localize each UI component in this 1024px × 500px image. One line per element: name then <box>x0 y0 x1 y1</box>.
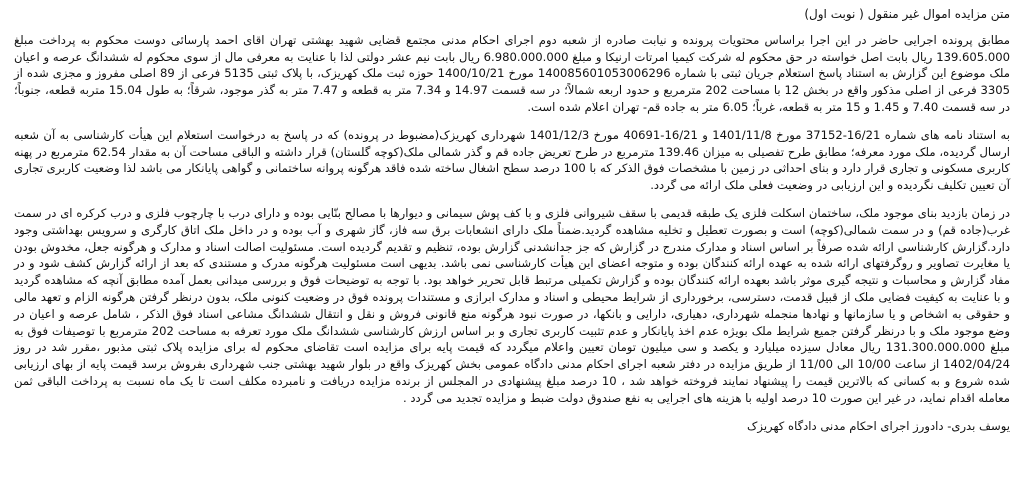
paragraph-municipality-letters: به استناد نامه های شماره 16/21-37152 مورخ 1401/11/8 و 16/21-40691 مورخ 1401/12/3 شهرداری کهریزک(مضبوط در پرونده) که در پاسخ به درخواست استعلام این هیأت کارشناسی به آن شعبه ارسال گردیده، ملک مورد معرفه؛ مطابق طرح تفصیلی به میزان 139.46 مترمربع در طرح تعریض جاده قم و گذر شمالی ملک(کوچه گلستان) قرار داشته و الباقی مساحت آن به مقدار 62.54 مترمربع در پهنه کاربری مسکونی و تجاری قرار دارد و بنای احداثی در زمین با مشخصات فوق الذکر که با 100 درصد سطح اشغال ساخته شده فاقد هرگونه پروانه ساختمانی و گواهی پایانکار می باشد لذا وضعیت کاربری تجاری آن تعیین تکلیف نگردیده و این ارزیابی در وضعیت فعلی ملک ارائه می گردد. <box>14 127 1010 193</box>
paragraph-case-description: مطابق پرونده اجرایی حاضر در این اجرا براساس محتویات پرونده و نیابت صادره از شعبه دوم اجرای احکام مدنی مجتمع قضایی شهید بهشتی تهران اقای احمد پارسائی دوست محکوم به پرداخت مبلغ 139.605.000 ریال بابت اصل خواسته در حق محکوم له شرکت کیمیا امرتات ارنیکا و مبلغ 6.980.000.000 ریال بابت نیم عشر دولتی لذا با عنایت به معرفی مال از سوی محکوم له ششدانگ عرصه و اعیان ملک موضوع این گزارش به استناد پاسخ استعلام جریان ثبتی با شماره 140085601053006296 مورخ 1400/10/21 حوزه ثبت ملک کهریزک، با پلاک ثبتی 5135 فرعی از 89 اصلی مفروز و مجزی شده از 3305 فرعی از اصلی مذکور واقع در بخش 12 با مساحت 202 مترمربع و حدود اربعه شمالاً؛ در سه قسمت 14.97 و 7.34 متر به قطعه و 7.47 متر به گذر موجود، شرقاً؛ به طول 15.04 متربه قطعه، جنوباً؛ در سه قسمت 7.40 و 1.45 و 15 متر به قطعه، غرباً؛ 6.05 متر به جاده قم- تهران اعلام شده است. <box>14 32 1011 114</box>
signature-line: یوسف بدری- دادورز اجرای احکام مدنی دادگاه کهریزک <box>747 418 1010 433</box>
document-title: متن مزایده اموال غیر منقول ( نوبت اول) <box>804 7 1010 21</box>
paragraph-inspection-and-auction: در زمان بازدید بنای موجود ملک، ساختمان اسکلت فلزی یک طبقه قدیمی با سقف شیروانی فلزی و با کف پوش سیمانی و دیوارها با مصالح بنّایی بوده و دارای درب با چارچوب فلزی و درب کرکره ای در سمت غرب(جاده قم) و در سمت شمالی(کوچه) است و بصورت تعطیل و تخلیه مشاهده گردید.ضمناً ملک دارای انشعابات برق سه فاز، گاز شهری و آب بوده و در داخل ملک اتاق کارگری و سرویس بهداشتی وجود دارد.گزارش کارشناسی ارائه شده صرفاً بر اساس اسناد و مدارک مندرج در گزارش که جز جدانشدنی گزارش بوده، تنظیم و تقدیم گردیده است. مسئولیت اصالت اسناد و مدارک و هرگونه جعل، مخدوش بودن یا مغایرت تصاویر و روگرفتهای ارائه شده به عهده ارائه کنندگان بوده و متوجه اعضای این هیأت کارشناسی نمی باشد. بدیهی است مسئولیت هرگونه مدرک و مستندی که بعد از ارائه گزارش کشف شود و در مفاد گزارش و محاسبات و نتیجه گیری موثر باشد بعهده ارائه کنندگان بوده و گزارش تکمیلی مرتبط قابل تحریر خواهد بود. با توجه به توضیحات فوق و بررسی میدانی بعمل آمده مطابق آنچه که مشاهده گردید و با عنایت به کیفیت فضایی ملک از قبیل قدمت، دسترسی، برخورداری از شرایط محیطی و اسناد و مدارک ابرازی و مستندات پرونده فوق در وضعیت کنونی ملک، بدون درنظر گرفتن هرگونه الزام و تعهد مالی و حقوقی به اشخاص و یا سازمانها و نهادها منجمله شهرداری، دهیاری، دارایی و بانکها، در صورت نبود هرگونه منع قانونی فروش و نقل و انتقال ششدانگ مشاعی اسناد فوق الذکر ، شامل عرصه و اعیان در وضع موجود ملک و با درنظر گرفتن جمیع شرایط ملک بویژه عدم اخذ پایانکار و عدم تثبیت کاربری تجاری و بر اساس ارزش کارشناسی ششدانگ ملک مورد تعرفه به مساحت 202 مترمربع با توصیفات فوق به مبلغ 131.300.000.000 ریال معادل سیزده میلیارد و یکصد و سی میلیون تومان تعیین واعلام میگردد که قیمت پایه برای مزایده است تقاضای محکوم له برای مزایده پلاک ثبتی مذبور ،مقرر شد در روز 1402/04/24 از ساعت 10/00 الی 11/00 از طریق مزایده در دفتر شعبه اجرای احکام مدنی دادگاه عمومی بخش کهریزک واقع در بلوار شهید بهشتی جنب شهرداری بفروش برسد قیمت پایه از بهای ارزیابی شده شروع و به کسانی که بالاترین قیمت را پیشنهاد نمایند فروخته خواهد شد ، 10 درصد مبلغ پیشنهادی در المجلس از برنده مزایده دریافت و نامبرده مکلف است تا یک ماه نسبت به پرداخت الباقی ثمن معامله اقدام نماید، در غیر این صورت 10 درصد اولیه با هزینه های اجرایی به نفع صندوق دولت ضبط و مزایده تجدید می گردد . <box>14 205 1011 405</box>
